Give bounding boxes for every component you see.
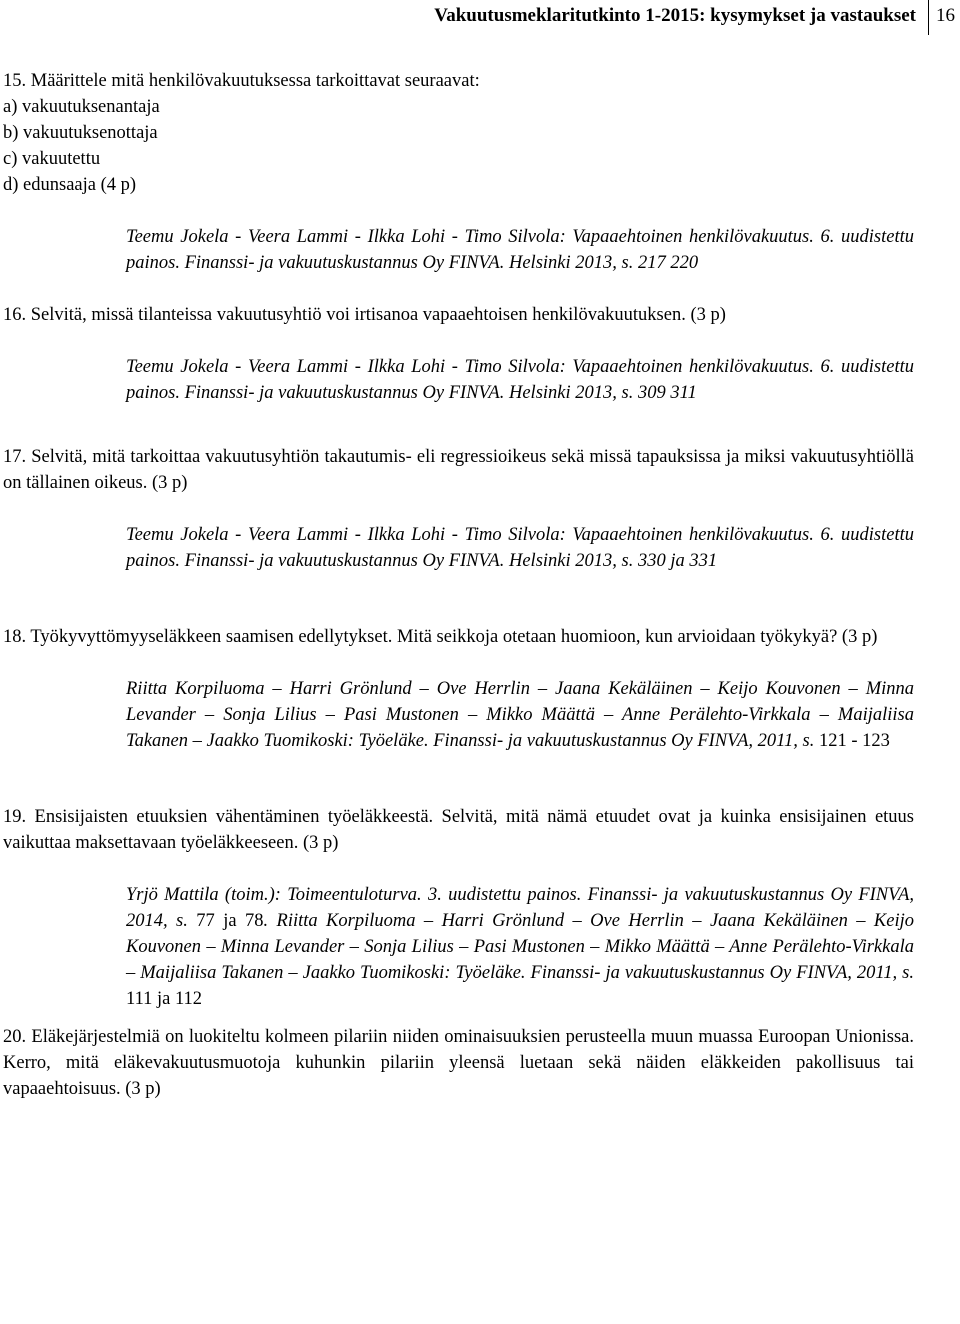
reference-citation-2: . Riitta Korpiluoma – Harri Grönlund – Ove Herrlin – Jaana Kekäläinen – Keijo Kouvonen – Minna Levander – Sonja Lilius – Pasi Mustonen – Mikko Määttä – Anne Perälehto-Virkkala – Maijaliisa Takanen – Jaakko Tuomikoski: Työeläke. Finanssi- ja vakuutuskustannus Oy FINVA, 2011, s.: [126, 911, 914, 983]
reference-pages: 77 ja 78: [196, 911, 264, 931]
reference-pages: 330 ja 331: [637, 551, 718, 571]
document-title: Vakuutusmeklaritutkinto 1-2015: kysymykset ja vastaukset: [434, 5, 916, 26]
question-18: 18. Työkyvyttömyyseläkkeen saamisen edellytykset. Mitä seikkoja otetaan huomioon, kun arvioidaan työkykyä? (3 p): [3, 627, 878, 647]
question-option-d: d) edunsaaja (4 p): [3, 175, 137, 195]
question-18-reference: [126, 676, 914, 754]
reference-citation: Teemu Jokela - Veera Lammi - Ilkka Lohi - Timo Silvola: Vapaaehtoinen henkilövakuutus. 6. uudistettu painos. Finanssi- ja vakuutuskustannus Oy FINVA. Helsinki 2013, s.: [126, 525, 914, 571]
question-17-reference: [126, 522, 914, 574]
page-number: 16: [936, 5, 955, 26]
question-17: 17. Selvitä, mitä tarkoittaa vakuutusyhtiön takautumis- eli regressioikeus sekä missä tapauksissa ja miksi vakuutusyhtiöllä on tällainen oikeus. (3 p): [3, 447, 914, 493]
reference-citation: Yrjö Mattila (toim.): Toimeentuloturva. 3. uudistettu painos. Finanssi- ja vakuutuskustannus Oy FINVA, 2014, s.: [126, 885, 914, 931]
question-text: 15. Määrittele mitä henkilövakuutuksessa tarkoittavat seuraavat:: [3, 71, 480, 91]
question-19-reference: [126, 882, 914, 1012]
question-option-a: a) vakuutuksenantaja: [3, 97, 160, 117]
question-15-reference: [126, 224, 914, 276]
reference-pages-2: 111 ja 112: [126, 989, 203, 1009]
page-header: [0, 0, 960, 36]
question-16: 16. Selvitä, missä tilanteissa vakuutusyhtiö voi irtisanoa vapaaehtoisen henkilövakuutuksen. (3 p): [3, 305, 726, 325]
question-16-reference: [126, 354, 914, 406]
document-body: [3, 68, 914, 1102]
question-15: [3, 68, 914, 198]
header-divider: [928, 0, 929, 35]
reference-citation: Teemu Jokela - Veera Lammi - Ilkka Lohi - Timo Silvola: Vapaaehtoinen henkilövakuutus. 6. uudistettu painos. Finanssi- ja vakuutuskustannus Oy FINVA. Helsinki 2013, s.: [126, 227, 914, 273]
reference-pages: 309 311: [637, 383, 697, 403]
question-option-c: c) vakuutettu: [3, 149, 101, 169]
question-20: 20. Eläkejärjestelmiä on luokiteltu kolmeen pilariin niiden ominaisuuksien perusteella muun muassa Euroopan Unionissa. Kerro, mitä eläkevakuutusmuotoja kuhunkin pilariin yleensä luetaan sekä näiden eläkkeiden pakollisuus tai vapaaehtoisuus. (3 p): [3, 1027, 914, 1099]
question-option-b: b) vakuutuksenottaja: [3, 123, 158, 143]
reference-citation: Teemu Jokela - Veera Lammi - Ilkka Lohi - Timo Silvola: Vapaaehtoinen henkilövakuutus. 6. uudistettu painos. Finanssi- ja vakuutuskustannus Oy FINVA. Helsinki 2013, s.: [126, 357, 914, 403]
reference-citation: Riitta Korpiluoma – Harri Grönlund – Ove Herrlin – Jaana Kekäläinen – Keijo Kouvonen – Minna Levander – Sonja Lilius – Pasi Mustonen – Mikko Määttä – Anne Perälehto-Virkkala – Maijaliisa Takanen – Jaakko Tuomikoski: Työeläke. Finanssi- ja vakuutuskustannus Oy FINVA, 2011, s.: [126, 679, 914, 751]
question-19: 19. Ensisijaisten etuuksien vähentäminen työeläkkeestä. Selvitä, mitä nämä etuudet ovat ja kuinka ensisijainen etuus vaikuttaa maksettavaan työeläkkeeseen. (3 p): [3, 807, 914, 853]
reference-pages: 121 - 123: [818, 731, 890, 751]
reference-pages: 217 220: [637, 253, 699, 273]
